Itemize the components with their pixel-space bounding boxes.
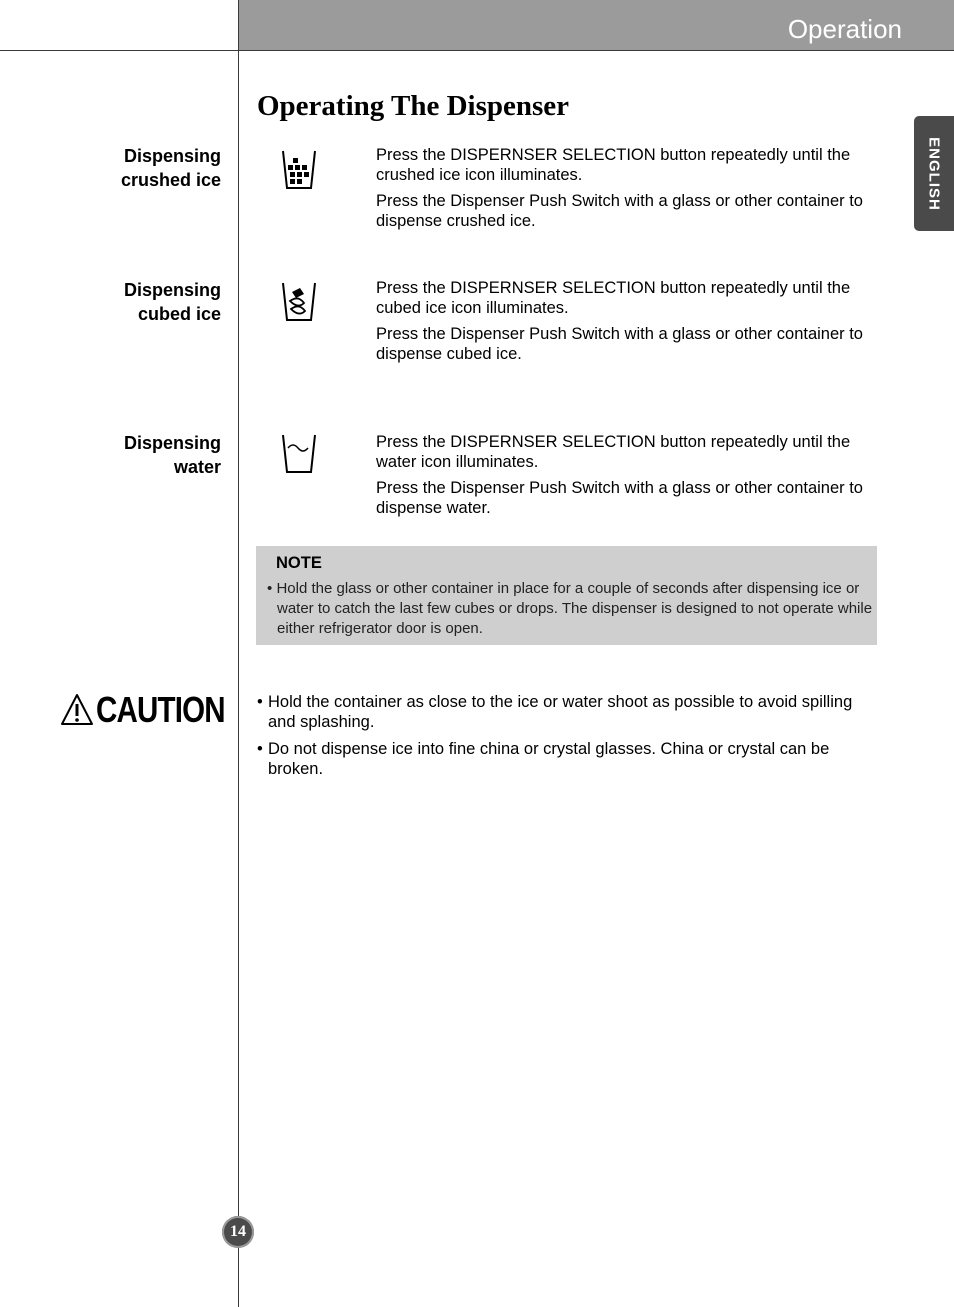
crushed-ice-icon [280, 148, 318, 192]
page-number: 14 [222, 1216, 254, 1248]
label-cubed-ice: Dispensing cubed ice [123, 280, 221, 324]
warning-triangle-icon [60, 693, 94, 727]
column-divider [238, 0, 239, 1307]
water-description: Press the DISPERNSER SELECTION button repeatedly until the water icon illuminates. Press the Dispenser Push Switch with a glass or other container to dispense water. [376, 433, 863, 517]
cubed-ice-icon [280, 280, 318, 324]
page-title: Operating The Dispenser [257, 90, 570, 122]
note-text: • Hold the glass or other container in place for a couple of seconds after dispensing ice or water to catch the last few cubes or drops. The dispenser is designed to not operate while either refrigerator door is open. [267, 580, 873, 637]
section-title: Operation [787, 14, 902, 44]
note-title: NOTE [276, 554, 322, 572]
water-icon [280, 432, 318, 476]
header-divider [0, 50, 954, 51]
caution-item: • Do not dispense ice into fine china or crystal glasses. China or crystal can be broken. [257, 740, 830, 778]
caution-item: • Hold the container as close to the ice or water shoot as possible to avoid spilling and splashing. [257, 693, 853, 731]
language-tab [914, 116, 954, 231]
cubed-ice-description: Press the DISPERNSER SELECTION button repeatedly until the cubed ice icon illuminates. Press the Dispenser Push Switch with a glass or other container to dispense cubed ice. [376, 279, 863, 363]
label-water: Dispensing water [123, 433, 221, 477]
language-tab-label: ENGLISH [925, 136, 943, 211]
caution-label [60, 690, 228, 730]
caution-list [257, 693, 877, 787]
caution-text: CAUTION [96, 689, 225, 730]
label-crushed-ice: Dispensing crushed ice [120, 146, 221, 190]
crushed-ice-description: Press the DISPERNSER SELECTION button repeatedly until the crushed ice icon illuminates. Press the Dispenser Push Switch with a glass or other container to dispense crushed ice. [376, 146, 863, 230]
note-box [256, 546, 877, 645]
